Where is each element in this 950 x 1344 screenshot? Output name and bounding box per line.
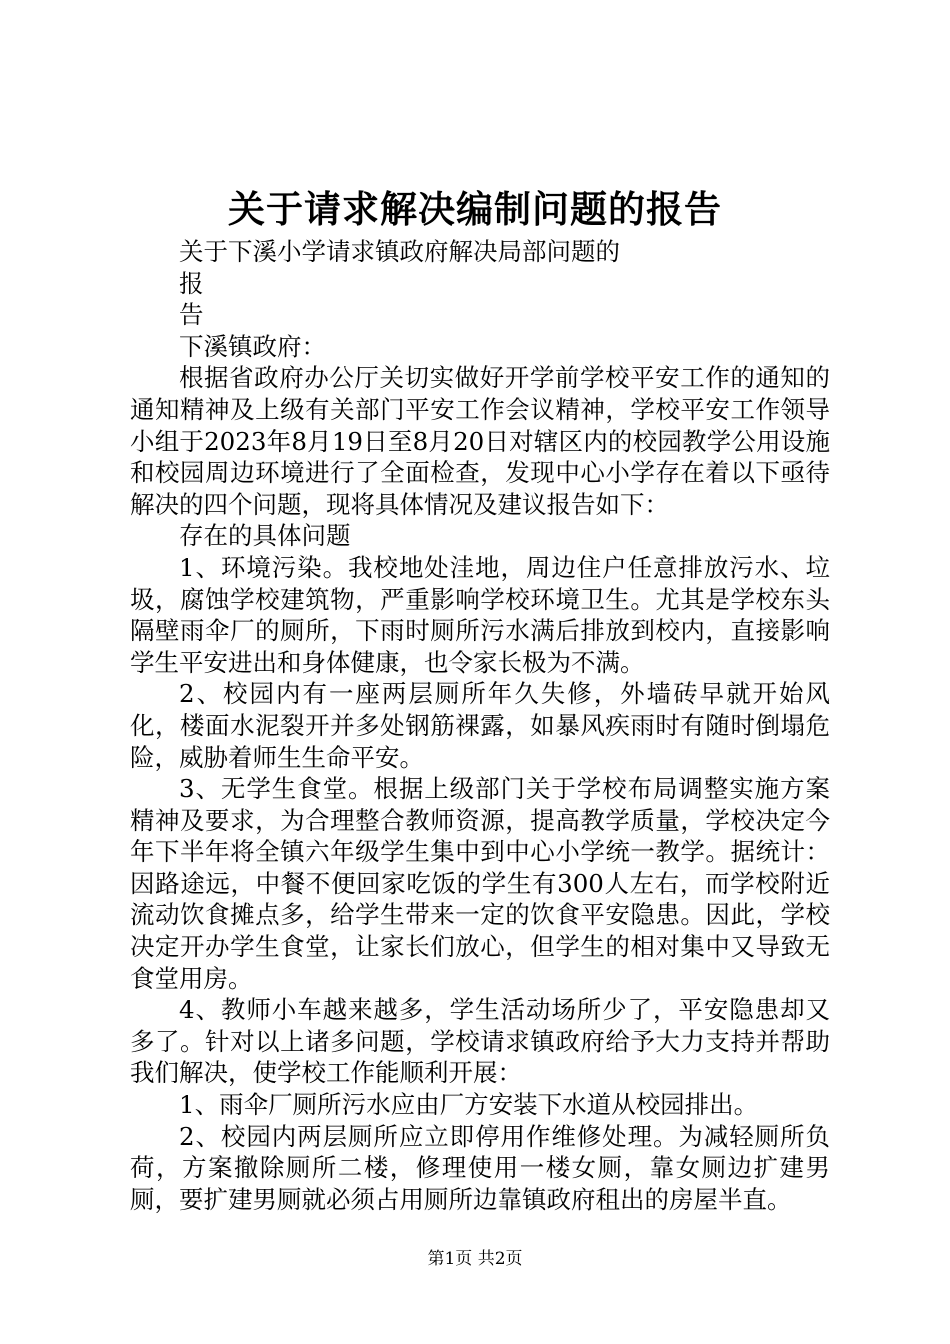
paragraph: 4、教师小车越来越多，学生活动场所少了，平安隐患却又多了。针对以上诸多问题，学校请求镇政府给予大力支持并帮助我们解决，使学校工作能顺利开展： bbox=[130, 995, 830, 1088]
subtitle-line: 关于下溪小学请求镇政府解决局部问题的 bbox=[179, 237, 620, 266]
document-body bbox=[130, 236, 830, 1215]
paragraph: 1、雨伞厂厕所污水应由厂方安装下水道从校园排出。 bbox=[179, 1090, 759, 1120]
page-footer: 第1页 共2页 bbox=[427, 1249, 523, 1269]
subtitle-line: 告 bbox=[179, 300, 204, 330]
paragraph: 3、无学生食堂。根据上级部门关于学校布局调整实施方案精神及要求，为合理整合教师资源，提高教学质量，学校决定今年下半年将全镇六年级学生集中到中心小学统一教学。据统计：因路途远，中餐不便回家吃饭的学生有300人左右，而学校附近流动饮食摊点多，给学生带来一定的饮食平安隐患。因此，学校决定开办学生食堂，让家长们放心，但学生的相对集中又导致无食堂用房。 bbox=[130, 774, 830, 993]
paragraph: 1、环境污染。我校地处洼地，周边住户任意排放污水、垃圾，腐蚀学校建筑物，严重影响学校环境卫生。尤其是学校东头隔壁雨伞厂的厕所，下雨时厕所污水满后排放到校内，直接影响学生平安进出和身体健康，也令家长极为不满。 bbox=[130, 552, 830, 677]
section-heading: 存在的具体问题 bbox=[179, 521, 351, 551]
paragraph: 根据省政府办公厅关切实做好开学前学校平安工作的通知的通知精神及上级有关部门平安工作会议精神，学校平安工作领导小组于2023年8月19日至8月20日对辖区内的校园教学公用设施和校园周边环境进行了全面检查，发现中心小学存在着以下亟待解决的四个问题，现将具体情况及建议报告如下： bbox=[130, 363, 830, 519]
paragraph: 2、校园内有一座两层厕所年久失修，外墙砖早就开始风化，楼面水泥裂开并多处钢筋裸露，如暴风疾雨时有随时倒塌危险，威胁着师生生命平安。 bbox=[130, 679, 830, 772]
salutation: 下溪镇政府： bbox=[179, 331, 326, 361]
subtitle-line: 报 bbox=[179, 268, 204, 298]
paragraph: 2、校园内两层厕所应立即停用作维修处理。为减轻厕所负荷，方案撤除厕所二楼，修理使用一楼女厕，靠女厕边扩建男厕，要扩建男厕就必须占用厕所边靠镇政府租出的房屋半直。 bbox=[130, 1121, 830, 1214]
document-title: 关于请求解决编制问题的报告 bbox=[228, 187, 722, 231]
